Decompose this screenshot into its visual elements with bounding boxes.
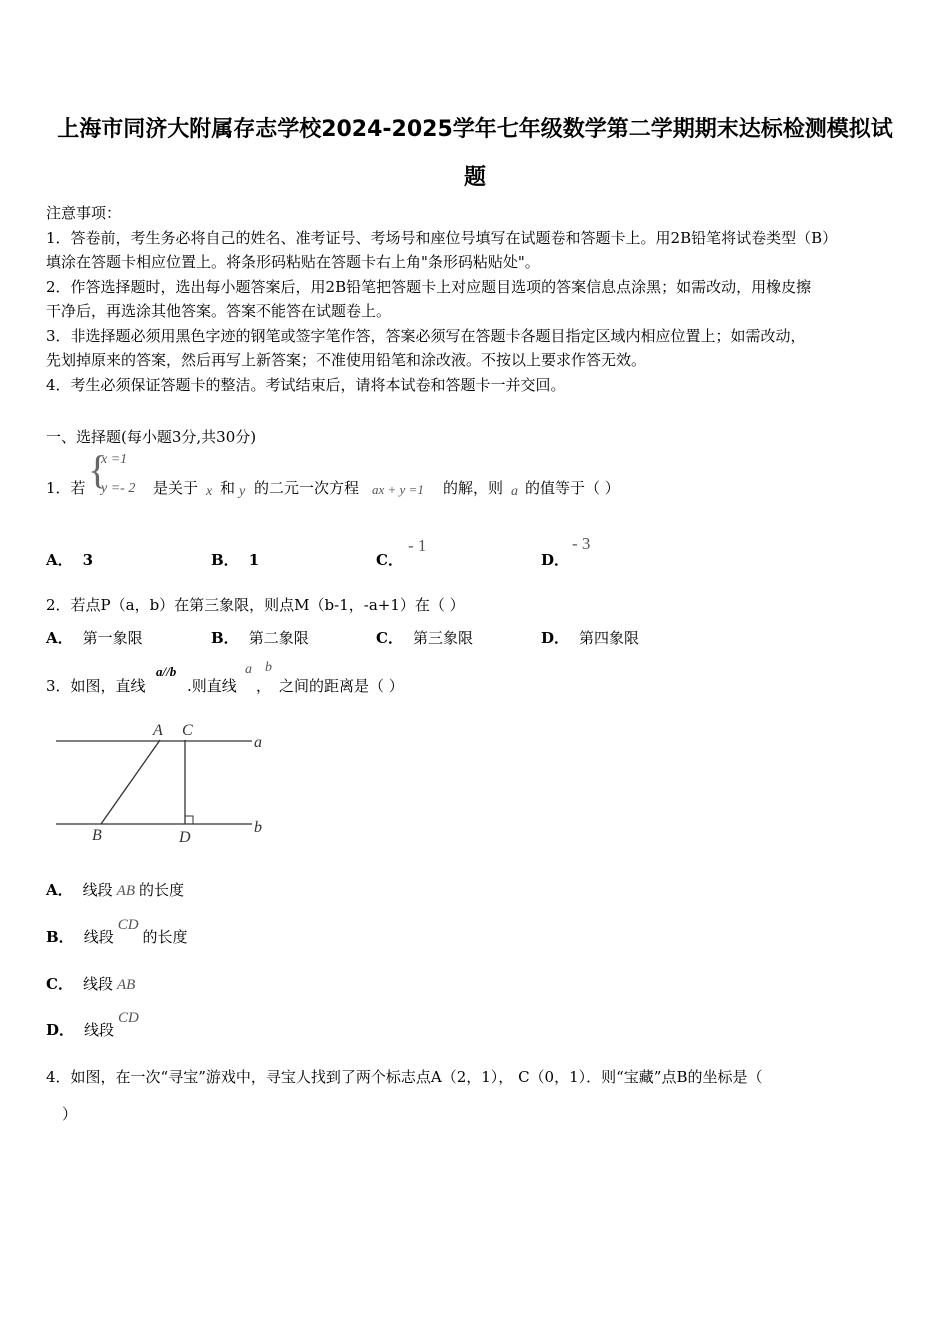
q2-option-d (541, 627, 639, 648)
label-point-c: C (182, 722, 193, 739)
q4-text-line1: 4．如图，在一次“寻宝”游戏中，寻宝人找到了两个标志点A（2，1）， C（0，1）．则“宝藏”点B的坐标是（ (46, 1068, 763, 1086)
q1-text-2: 和 (220, 479, 236, 497)
notice-item-1b: 填涂在答题卡相应位置上。将条形码粘贴在答题卡右上角"条形码粘贴处"。 (46, 253, 540, 271)
q3-option-c-label: C． (46, 975, 73, 993)
q3-var-b: b (265, 660, 272, 675)
notice-item-3a: 3．非选择题必须用黑色字迹的钢笔或签字笔作答，答案必须写在答题卡各题目指定区域内相应位置上；如需改动， (46, 326, 806, 345)
q2-option-c-value: 第三象限 (412, 629, 473, 647)
q2-option-c (376, 627, 473, 648)
q1-text-1: 是关于 (153, 479, 199, 497)
section-heading: 一、选择题(每小题3分,共30分) (46, 428, 257, 446)
notice-item-2b: 干净后，再选涂其他答案。答案不能答在试题卷上。 (46, 302, 392, 320)
q1-option-d-value: - 3 (572, 534, 591, 553)
parallel-lines-figure (52, 718, 277, 848)
label-line-b: b (254, 819, 262, 836)
q2-option-d-label: D． (541, 629, 570, 647)
q3-option-b-pre: 线段 (83, 928, 114, 946)
q3-option-b-label: B． (46, 928, 74, 946)
q1-system-eq2: y =- 2 (101, 481, 136, 496)
q1-option-a-value: 3 (82, 551, 94, 569)
label-point-a: A (153, 722, 163, 739)
notice-block (46, 201, 906, 397)
q2-option-d-value: 第四象限 (579, 629, 640, 647)
q3-option-d (46, 1010, 143, 1040)
q3-option-b (46, 917, 188, 947)
q1-option-c-value: - 1 (408, 536, 427, 555)
q2-option-a-value: 第一象限 (82, 629, 143, 647)
q2-option-b (211, 627, 309, 648)
segment-ab (101, 740, 160, 824)
q3-number: 3．如图，直线 (46, 677, 146, 695)
q4-text-line2: ） (62, 1105, 78, 1123)
q3-option-a-pre: 线段 (82, 881, 113, 899)
q3-option-d-math: CD (118, 1010, 139, 1026)
notice-item-3b: 先划掉原来的答案，然后再写上新答案；不准使用铅笔和涂改液。不按以上要求作答无效。 (46, 351, 647, 369)
exam-title-line2: 题 (463, 165, 486, 190)
notice-item-2a: 2．作答选择题时，选出每小题答案后，用2B铅笔把答题卡上对应题目选项的答案信息点涂黑；如需改动，用橡皮擦 (46, 277, 812, 296)
q2-option-b-label: B． (211, 629, 239, 647)
q3-option-a (46, 879, 184, 900)
notice-heading: 注意事项： (46, 204, 122, 222)
q2-option-a-label: A． (46, 629, 73, 647)
q1-option-b-label: B． (211, 551, 239, 569)
q3-text-2: 之间的距离是（ ） (279, 677, 404, 695)
q3-text-1: .则直线 (187, 677, 237, 695)
q3-option-c-pre: 线段 (82, 975, 113, 993)
q1-text-4: 的解，则 (443, 479, 504, 497)
q2-option-a (46, 627, 143, 648)
q1-text-5: 的值等于（ ） (525, 479, 620, 497)
q1-equation: ax + y =1 (372, 482, 424, 497)
label-line-a: a (254, 734, 262, 751)
q2-option-c-label: C． (376, 629, 403, 647)
q1-option-a-label: A． (46, 551, 73, 569)
q1-system-brace: { (88, 447, 108, 492)
q1-option-a (46, 549, 103, 570)
q1-option-d-label: D． (541, 551, 570, 569)
q3-option-c (46, 973, 139, 994)
notice-item-1a: 1．答卷前，考生务必将自己的姓名、准考证号、考场号和座位号填写在试题卷和答题卡上。用2B铅笔将试卷类型（B） (46, 228, 838, 247)
label-point-b: B (92, 827, 102, 844)
q3-comma: ， (256, 677, 272, 695)
q1-option-c-label: C． (376, 551, 403, 569)
q1-var-y: y (239, 484, 246, 499)
q1-number: 1．若 (46, 479, 86, 497)
q1-var-x: x (206, 484, 213, 499)
q3-option-c-math: AB (116, 977, 136, 993)
notice-item-4: 4．考生必须保证答题卡的整洁。考试结束后，请将本试卷和答题卡一并交回。 (46, 375, 566, 394)
q1-var-a: a (511, 484, 518, 499)
q3-option-a-post: 的长度 (138, 881, 184, 899)
q3-parallel: a//b (156, 664, 177, 679)
exam-title-line1: 上海市同济大附属存志学校2024-2025学年七年级数学第二学期期末达标检测模拟试 (57, 117, 893, 142)
q3-option-b-math: CD (117, 917, 139, 933)
q2-option-b-value: 第二象限 (248, 629, 309, 647)
right-angle-mark (185, 816, 193, 824)
q3-option-b-post: 的长度 (142, 928, 188, 946)
q1-option-b (211, 549, 269, 570)
q2-text: 2．若点P（a，b）在第三象限，则点M（b-1，-a+1）在（ ） (46, 596, 465, 614)
q1-text-3: 的二元一次方程 (254, 479, 360, 497)
q3-option-d-label: D． (46, 1021, 75, 1039)
q1-option-b-value: 1 (248, 551, 260, 569)
q1-system-eq1: x =1 (101, 452, 128, 467)
q3-option-a-label: A． (46, 881, 73, 899)
q3-option-d-pre: 线段 (84, 1021, 115, 1039)
label-point-d: D (179, 829, 191, 846)
q3-var-a: a (245, 662, 252, 677)
q3-option-a-math: AB (116, 883, 135, 899)
